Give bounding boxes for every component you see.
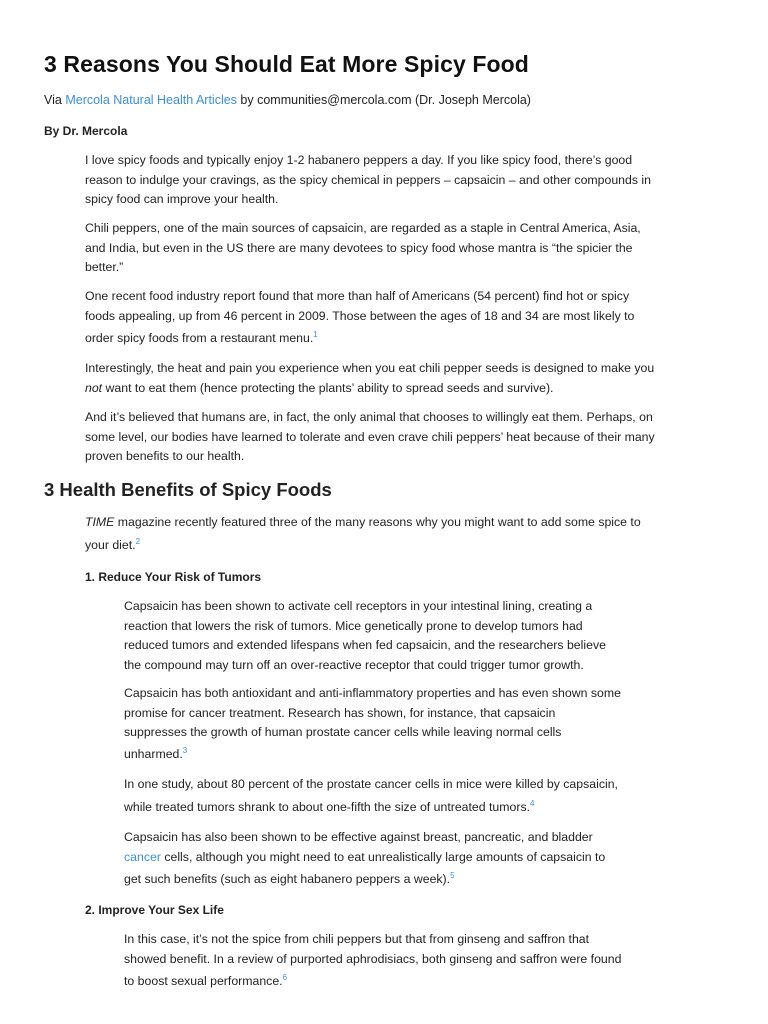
- text-line: In one study, about 80 percent of the prostate cancer cells in mice were killed by capsaicin,: [124, 777, 618, 791]
- text-line-content: magazine recently featured three of the many reasons why you might want to add some spice to: [114, 515, 641, 529]
- text-line: reduced tumors and extended lifespans when fed capsaicin, and the researchers believe: [124, 638, 606, 652]
- text-line: and India, but even in the US there are many devotees to spicy food whose mantra is “the spicier the: [85, 240, 633, 255]
- benefit-1-paragraph-3: [124, 775, 664, 817]
- text-line: [124, 745, 664, 765]
- text-line: Capsaicin has both antioxidant and anti-inflammatory properties and has even shown some: [124, 686, 621, 700]
- footnote-ref-4[interactable]: 4: [530, 798, 535, 808]
- text-line-content: while treated tumors shrank to about one-fifth the size of untreated tumors.: [124, 799, 531, 814]
- section-heading: 3 Health Benefits of Spicy Foods: [44, 479, 332, 500]
- text-line: One recent food industry report found that more than half of Americans (54 percent) find hot or spicy: [85, 289, 630, 303]
- text-line: [85, 513, 690, 533]
- intro-paragraph-2: [85, 219, 690, 278]
- text-line-content: get such benefits (such as eight habanero peppers a week).: [124, 872, 451, 886]
- text-line: [85, 379, 690, 399]
- text-line: Capsaicin has been shown to activate cell receptors in your intestinal lining, creating a: [124, 599, 593, 613]
- text-line: In this case, it’s not the spice from chili peppers but that from ginseng and saffron that: [124, 932, 590, 946]
- text-line: [124, 972, 664, 992]
- article-title: 3 Reasons You Should Eat More Spicy Food: [44, 51, 529, 77]
- emphasis-not: not: [85, 380, 103, 395]
- text-line-content: to boost sexual performance.: [124, 974, 283, 988]
- text-line: foods appealing, up from 46 percent in 2009. Those between the ages of 18 and 34 are most likely to: [85, 308, 635, 323]
- text-line: [124, 848, 664, 868]
- text-line: [85, 536, 690, 556]
- text-line: some level, our bodies have learned to tolerate and even crave chili peppers’ heat because of their many: [85, 429, 655, 444]
- text-line-content: order spicy foods from a restaurant menu.: [85, 331, 314, 345]
- intro-paragraph-5: [85, 408, 690, 467]
- intro-paragraph-3: [85, 287, 690, 349]
- footnote-ref-1[interactable]: 1: [313, 330, 318, 339]
- footnote-ref-3[interactable]: 3: [182, 745, 188, 755]
- text-line-content: want to eat them (hence protecting the plants’ ability to spread seeds and survive).: [102, 380, 554, 395]
- intro-paragraph-4: [85, 359, 690, 398]
- source-line: [44, 93, 531, 107]
- text-line: better.”: [85, 260, 124, 274]
- benefit-2-heading: 2. Improve Your Sex Life: [85, 903, 224, 917]
- footnote-ref-2[interactable]: 2: [135, 536, 141, 546]
- intro-paragraph-1: [85, 151, 690, 210]
- benefit-1-paragraph-2: [124, 684, 664, 764]
- text-line: [124, 870, 664, 890]
- benefit-2-paragraph-1: [124, 930, 664, 992]
- benefit-1-paragraph-4: [124, 828, 664, 890]
- benefit-1-paragraph-1: [124, 597, 664, 675]
- text-line: reaction that lowers the risk of tumors. Mice genetically prone to develop tumors had: [124, 618, 583, 633]
- text-line: reason to indulge your cravings, as the spicy chemical in peppers – capsaicin – and other compounds in: [85, 172, 651, 187]
- text-line: [85, 329, 690, 349]
- text-line: Interestingly, the heat and pain you experience when you eat chili pepper seeds is designed to make you: [85, 361, 655, 375]
- text-line: the compound may turn off an over-reactive receptor that could trigger tumor growth.: [124, 657, 584, 672]
- section-intro: [85, 513, 690, 555]
- via-suffix: by communities@mercola.com (Dr. Joseph Mercola): [240, 93, 531, 107]
- text-line: proven benefits to our health.: [85, 449, 245, 463]
- text-line-content: your diet.: [85, 537, 136, 552]
- footnote-ref-5[interactable]: 5: [450, 871, 455, 880]
- text-line: showed benefit. In a review of purported aphrodisiacs, both ginseng and saffron were found: [124, 951, 622, 966]
- text-line: spicy food can improve your health.: [85, 192, 279, 206]
- cancer-link[interactable]: cancer: [124, 849, 161, 864]
- text-line: And it’s believed that humans are, in fact, the only animal that chooses to willingly eat them. Perhaps, on: [85, 410, 653, 424]
- footnote-ref-6[interactable]: 6: [282, 973, 288, 982]
- text-line: [124, 798, 664, 818]
- source-link[interactable]: Mercola Natural Health Articles: [65, 93, 237, 107]
- text-line: suppresses the growth of human prostate cancer cells while leaving normal cells: [124, 725, 562, 739]
- text-line: Capsaicin has also been shown to be effective against breast, pancreatic, and bladder: [124, 830, 593, 844]
- text-line-content: unharmed.: [124, 746, 183, 761]
- text-line-content: cells, although you might need to eat unrealistically large amounts of capsaicin to: [160, 849, 606, 864]
- byline: By Dr. Mercola: [44, 124, 128, 138]
- text-line: I love spicy foods and typically enjoy 1-2 habanero peppers a day. If you like spicy food, there’s good: [85, 153, 633, 167]
- benefit-1-heading: 1. Reduce Your Risk of Tumors: [85, 570, 262, 584]
- text-line: promise for cancer treatment. Research has shown, for instance, that capsaicin: [124, 705, 556, 720]
- via-prefix: Via: [44, 93, 62, 107]
- emphasis-time: TIME: [85, 515, 115, 529]
- text-line: Chili peppers, one of the main sources of capsaicin, are regarded as a staple in Central America, Asia,: [85, 221, 641, 235]
